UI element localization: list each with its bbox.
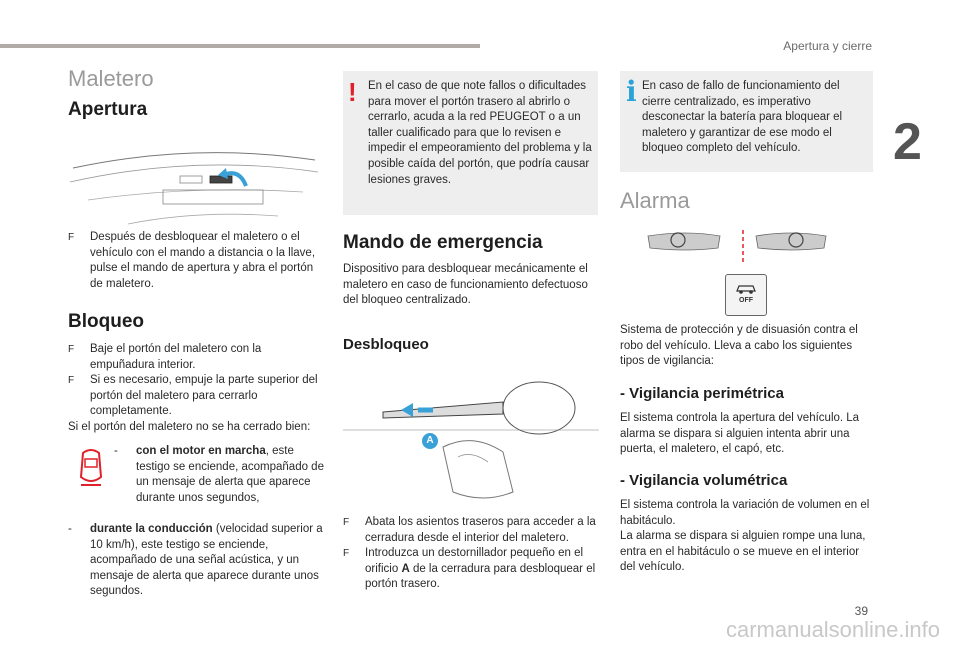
list-item-text: Después de desbloquear el maletero o el vehículo con el mando a distancia o la llave, pulse el mando de apertura y abra el portón de maletero. (90, 231, 316, 290)
info-box (620, 71, 873, 172)
info-text: En caso de fallo de funcionamiento del cierre centralizado, es imperativo desconectar la batería para bloquear el maletero y garantizar de ese modo el bloqueo completo del vehículo. (642, 80, 843, 155)
list-item (68, 522, 326, 600)
list-item-text: (velocidad superior a 10 km/h), este testigo se enciende, acompañado de una señal acústica, y un mensaje de alerta que aparece durante unos segundos. (90, 523, 323, 598)
bloqueo-note: Si el portón del maletero no se ha cerrado bien: (68, 420, 311, 433)
bullet-marker: F (343, 517, 350, 528)
open-tailgate-warning-icon (77, 447, 105, 489)
list-item (343, 515, 601, 546)
list-item-text: Abata los asientos traseros para acceder a la cerradura desde el interior del maletero. (365, 516, 596, 544)
section-title-maletero: Maletero (68, 66, 154, 91)
apertura-instructions (68, 230, 326, 292)
alarm-off-button-icon (725, 274, 767, 316)
driving-note (68, 522, 326, 600)
volumetrica-description (620, 498, 876, 576)
warning-box (343, 71, 598, 215)
paragraph: El sistema controla la variación de volumen en el habitáculo. (620, 499, 870, 527)
warning-text: En el caso de que note fallos o dificultades para mover el portón trasero al abrirlo o cerrarlo, acuda a la red PEUGEOT o a un taller cualificado para que lo revisen e impedir el empeoramiento del problema y la posible caída del portón, que podría causar lesiones graves. (368, 80, 592, 186)
heading-desbloqueo: Desbloqueo (343, 336, 429, 353)
running-title: Apertura y cierre (783, 39, 872, 53)
paragraph: La alarma se dispara si alguien rompe una luna, entra en el habitáculo o se mueve en el interior del vehículo. (620, 530, 866, 574)
list-item (114, 444, 326, 506)
alarm-sensors-illustration (646, 226, 830, 266)
mando-description: Dispositivo para desbloquear mecánicamente el maletero en caso de funcionamiento defectuoso del bloqueo centralizado. (343, 263, 588, 307)
emergency-unlock-illustration (343, 372, 599, 504)
heading-mando-emergencia: Mando de emergencia (343, 232, 543, 253)
bullet-marker: F (68, 375, 75, 387)
bullet-marker: F (343, 548, 350, 560)
section-title-alarma: Alarma (620, 188, 690, 213)
list-item-text: de la cerradura para desbloquear el portón trasero. (365, 562, 596, 591)
list-item (68, 230, 326, 292)
list-item-text: Baje el portón del maletero con la empuñadura interior. (90, 343, 262, 371)
warning-icon: ! (348, 77, 357, 107)
chapter-number: 2 (893, 113, 922, 171)
info-icon: i (626, 75, 637, 108)
figure-label-a: A (426, 435, 434, 446)
heading-bloqueo: Bloqueo (68, 311, 144, 332)
engine-running-note (114, 444, 326, 506)
bullet-marker: F (68, 232, 75, 243)
list-item-text: , este testigo se enciende, acompañado de un mensaje de alerta que aparece durante unos segundos, (136, 445, 324, 504)
off-label: OFF (739, 297, 753, 304)
car-icon (735, 283, 757, 295)
dash-marker: - (68, 523, 72, 535)
list-item (68, 342, 328, 373)
bloqueo-instructions (68, 342, 328, 436)
alarma-description: Sistema de protección y de disuasión contra el robo del vehículo. Lleva a cabo los siguientes tipos de vigilancia: (620, 324, 858, 368)
dash-marker: - (114, 445, 118, 457)
list-item-text: Introduzca un destornillador pequeño en el orificio (365, 547, 584, 575)
heading-vigilancia-perimetrica: - Vigilancia perimétrica (620, 385, 784, 402)
heading-vigilancia-volumetrica: - Vigilancia volumétrica (620, 472, 788, 489)
heading-apertura: Apertura (68, 99, 148, 120)
tailgate-illustration (68, 140, 320, 226)
bold-text: A (401, 562, 410, 575)
bold-text: durante la conducción (90, 523, 213, 535)
bold-text: con el motor en marcha (136, 445, 266, 457)
watermark: carmanualsonline.info (725, 617, 940, 642)
page-number: 39 (854, 604, 868, 618)
list-item-text: Si es necesario, empuje la parte superior del portón del maletero para cerrarlo completamente. (90, 374, 318, 418)
header-rule (0, 44, 480, 48)
perimetrica-description: El sistema controla la apertura del vehículo. La alarma se dispara si alguien intenta abrir una puerta, el maletero, el capó, etc. (620, 412, 860, 456)
desbloqueo-instructions (343, 515, 601, 593)
list-item (68, 373, 328, 420)
list-item (343, 546, 601, 593)
bullet-marker: F (68, 344, 75, 355)
